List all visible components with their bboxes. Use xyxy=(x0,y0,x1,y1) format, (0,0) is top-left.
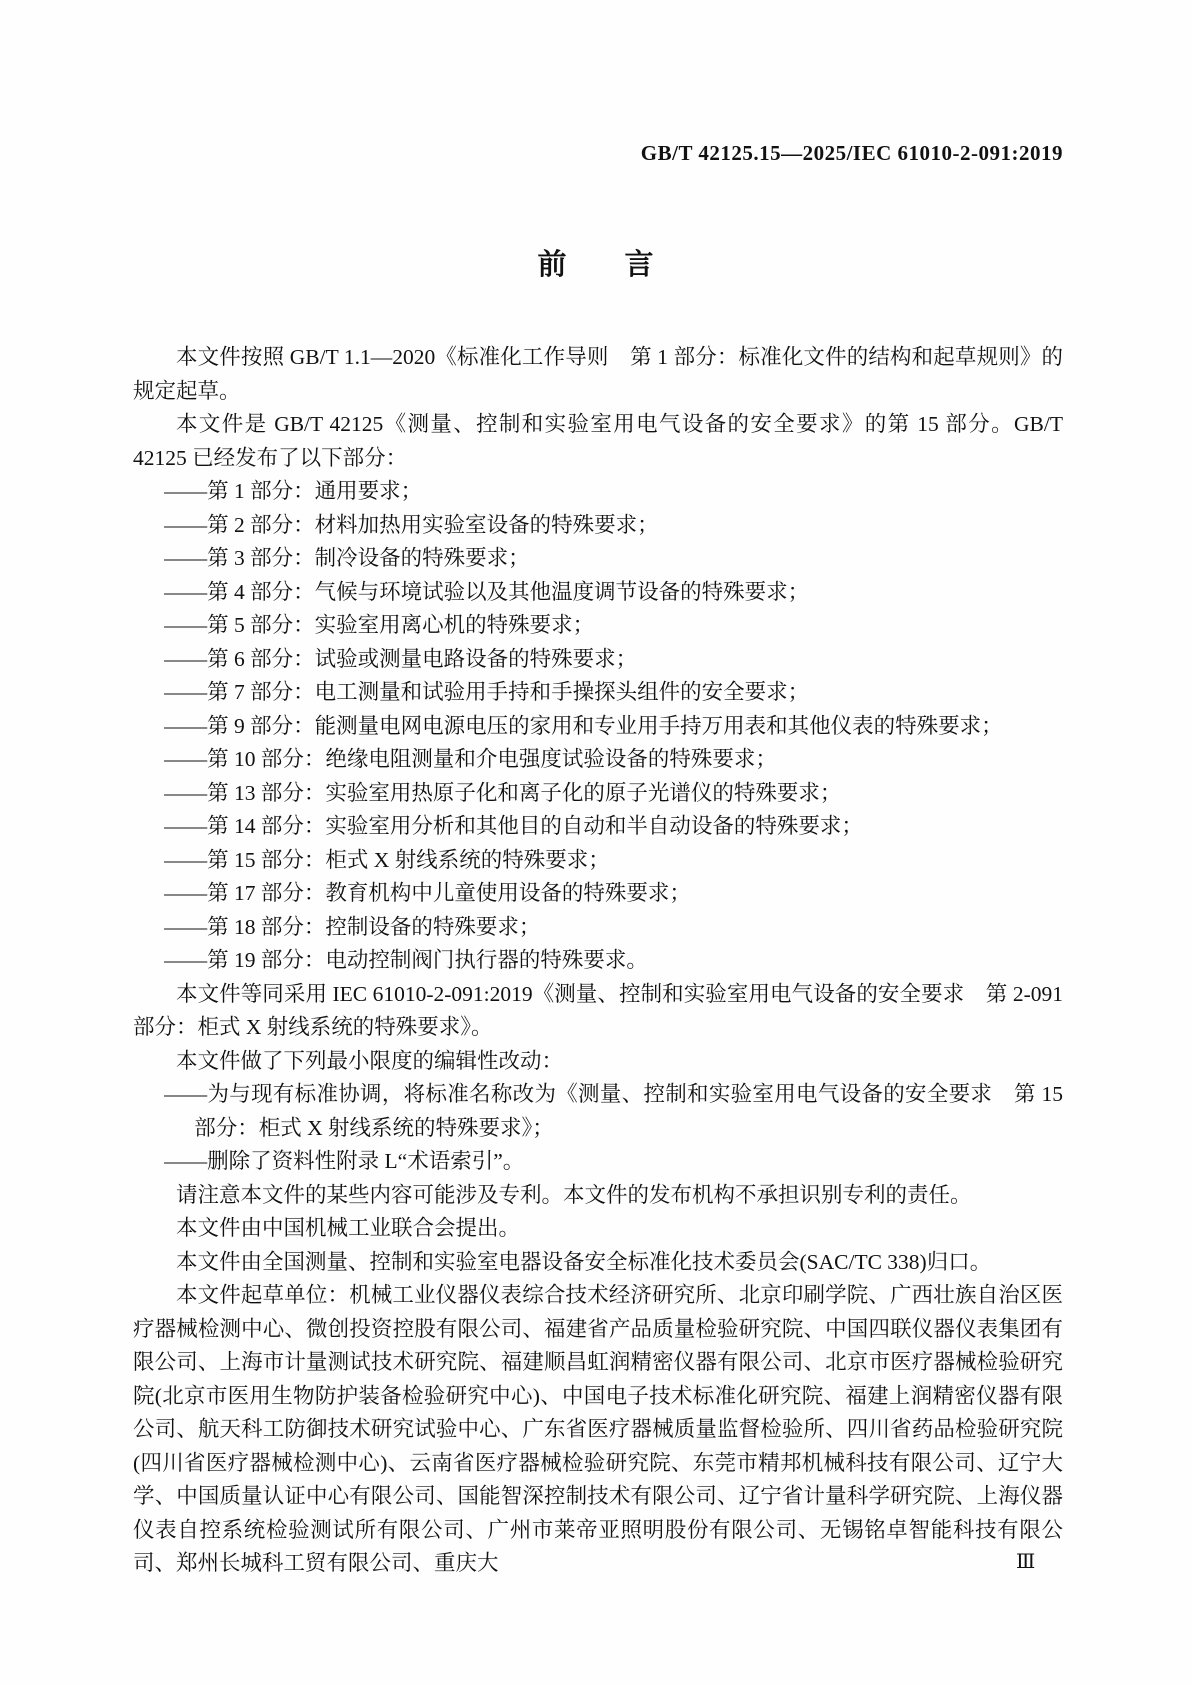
list-item: ——第 18 部分：控制设备的特殊要求； xyxy=(164,914,541,939)
list-item: ——第 5 部分：实验室用离心机的特殊要求； xyxy=(164,613,595,637)
list-item: ——第 6 部分：试验或测量电路设备的特殊要求； xyxy=(164,646,638,671)
page-title: 前 言 xyxy=(537,249,654,281)
list-item: ——第 19 部分：电动控制阀门执行器的特殊要求。 xyxy=(164,948,648,972)
list-item: ——第 2 部分：材料加热用实验室设备的特殊要求； xyxy=(164,512,659,537)
paragraph: 本文件等同采用 IEC 61010-2-091:2019《测量、控制和实验室用电气设备的安全要求 第 2-091 部分：柜式 X 射线系统的特殊要求》。 xyxy=(133,981,1063,1039)
document-code-header: GB/T 42125.15—2025/IEC 61010-2-091:2019 xyxy=(640,141,1063,165)
paragraph: 本文件由全国测量、控制和实验室电器设备安全标准化技术委员会(SAC/TC 338)归口。 xyxy=(176,1249,992,1274)
foreword-body xyxy=(133,341,1063,1581)
list-item: ——第 17 部分：教育机构中儿童使用设备的特殊要求； xyxy=(164,881,691,905)
paragraph: 本文件起草单位：机械工业仪器仪表综合技术经济研究所、北京印刷学院、广西壮族自治区医疗器械检测中心、微创投资控股有限公司、福建省产品质量检验研究院、中国四联仪器仪表集团有限公司、上海市计量测试技术研究院、福建顺昌虹润精密仪器有限公司、北京市医疗器械检验研究院(北京市医用生物防护装备检验研究中心)、中国电子技术标准化研究院、福建上润精密仪器有限公司、航天科工防御技术研究试验中心、广东省医疗器械质量监督检验所、四川省药品检验研究院(四川省医疗器械检测中心)、云南省医疗器械检验研究院、东莞市精邦机械科技有限公司、辽宁大学、中国质量认证中心有限公司、国能智深控制技术有限公司、辽宁省计量科学研究院、上海仪器仪表自控系统检验测试所有限公司、广州市莱帝亚照明股份有限公司、无锡铭卓智能科技有限公司、郑州长城科工贸有限公司、重庆大 xyxy=(133,1283,1063,1575)
list-item: ——第 3 部分：制冷设备的特殊要求； xyxy=(164,546,530,570)
list-item: ——第 7 部分：电工测量和试验用手持和手操探头组件的安全要求； xyxy=(164,680,810,704)
list-item: ——第 14 部分：实验室用分析和其他目的自动和半自动设备的特殊要求； xyxy=(164,814,863,838)
page-number: Ⅲ xyxy=(1016,1551,1036,1573)
paragraph: 本文件由中国机械工业联合会提出。 xyxy=(176,1216,521,1240)
paragraph: 请注意本文件的某些内容可能涉及专利。本文件的发布机构不承担识别专利的责任。 xyxy=(176,1182,972,1207)
list-item: ——删除了资料性附录 L“术语索引”。 xyxy=(164,1149,525,1173)
paragraph: 本文件做了下列最小限度的编辑性改动： xyxy=(176,1048,564,1073)
list-item: ——第 10 部分：绝缘电阻测量和介电强度试验设备的特殊要求； xyxy=(164,747,777,771)
paragraph: 本文件是 GB/T 42125《测量、控制和实验室用电气设备的安全要求》的第 15 部分。GB/T 42125 已经发布了以下部分： xyxy=(133,412,1063,470)
paragraph: 本文件按照 GB/T 1.1—2020《标准化工作导则 第 1 部分：标准化文件的结构和起草规则》的规定起草。 xyxy=(133,345,1063,403)
list-item: ——第 4 部分：气候与环境试验以及其他温度调节设备的特殊要求； xyxy=(164,579,810,604)
list-item: ——第 13 部分：实验室用热原子化和离子化的原子光谱仪的特殊要求； xyxy=(164,780,842,805)
list-item: ——为与现有标准协调，将标准名称改为《测量、控制和实验室用电气设备的安全要求 第 15 部分：柜式 X 射线系统的特殊要求》； xyxy=(164,1082,1063,1140)
list-item: ——第 9 部分：能测量电网电源电压的家用和专业用手持万用表和其他仪表的特殊要求； xyxy=(164,713,1003,738)
list-item: ——第 15 部分：柜式 X 射线系统的特殊要求； xyxy=(164,847,610,872)
list-item: ——第 1 部分：通用要求； xyxy=(164,479,423,503)
